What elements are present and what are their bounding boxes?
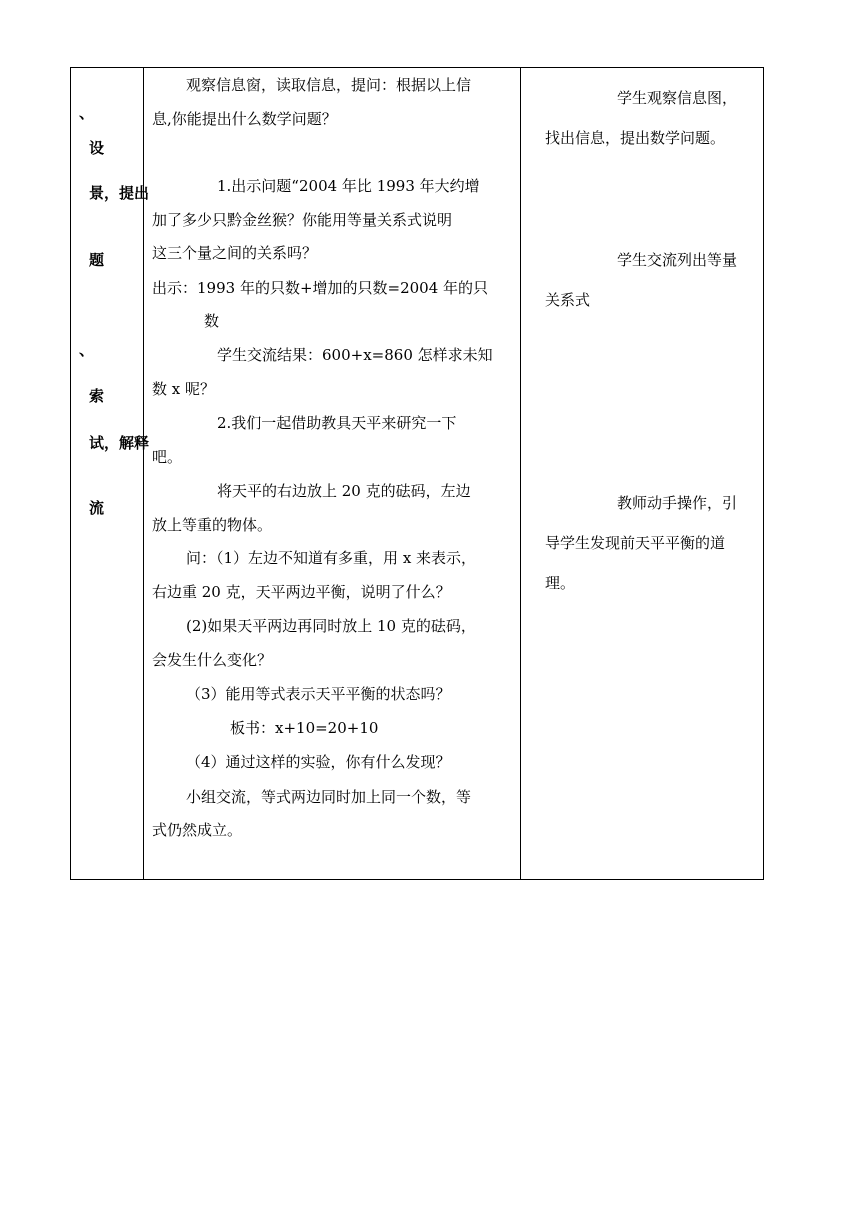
content-line: 学生交流结果：600+x=860 怎样求未知 — [217, 346, 493, 364]
notes-column-cell — [521, 68, 764, 880]
notes-line: 教师动手操作，引 — [617, 494, 738, 512]
content-line: 右边重 20 克，天平两边平衡，说明了什么？ — [152, 583, 451, 601]
content-line: 板书：x+10=20+10 — [230, 719, 379, 737]
content-line: （3）能用等式表示天平平衡的状态吗？ — [186, 685, 451, 703]
content-line: 息,你能提出什么数学问题？ — [152, 110, 337, 128]
stage-line: 索 — [89, 387, 105, 405]
content-line: 问：（1）左边不知道有多重，用 x 来表示， — [186, 549, 477, 567]
content-line: 吧。 — [152, 448, 183, 466]
content-line: 2.我们一起借助教具天平来研究一下 — [217, 414, 457, 432]
stage-line: 题 — [89, 251, 105, 269]
notes-line: 找出信息，提出数学问题。 — [545, 129, 726, 147]
notes-line: 学生交流列出等量 — [617, 251, 738, 269]
content-line: 这三个量之间的关系吗？ — [152, 244, 318, 262]
stage-line: 、 — [79, 341, 95, 359]
notes-line: 理。 — [545, 574, 576, 592]
stage-column-cell — [71, 68, 150, 880]
notes-line: 导学生发现前天平平衡的道 — [545, 534, 726, 552]
content-line: 1.出示问题“2004 年比 1993 年大约增 — [217, 177, 480, 195]
content-line: 数 — [204, 312, 220, 330]
stage-line: 试，解释 — [89, 434, 150, 452]
content-line: 将天平的右边放上 20 克的砝码，左边 — [217, 482, 471, 500]
stage-line: 设 — [89, 139, 105, 157]
content-line: 数 x 呢？ — [152, 380, 215, 398]
content-column-cell — [144, 68, 521, 880]
content-line: 式仍然成立。 — [152, 821, 243, 839]
content-line: （4）通过这样的实验，你有什么发现？ — [186, 753, 451, 771]
lesson-plan-table — [70, 67, 764, 880]
content-line: 观察信息窗，读取信息，提问：根据以上信 — [186, 76, 472, 94]
content-line: 加了多少只黔金丝猴？你能用等量关系式说明 — [152, 211, 453, 229]
content-line: 放上等重的物体。 — [152, 516, 273, 534]
notes-line: 关系式 — [545, 291, 591, 309]
stage-line: 、 — [79, 104, 95, 122]
notes-line: 学生观察信息图， — [617, 89, 738, 107]
stage-line: 景，提出 — [89, 184, 150, 202]
content-line: 出示：1993 年的只数+增加的只数=2004 年的只 — [152, 279, 489, 297]
content-line: 小组交流，等式两边同时加上同一个数，等 — [186, 788, 472, 806]
stage-line: 流 — [89, 499, 105, 517]
content-line: (2)如果天平两边再同时放上 10 克的砝码， — [186, 617, 476, 635]
content-line: 会发生什么变化？ — [152, 651, 273, 669]
